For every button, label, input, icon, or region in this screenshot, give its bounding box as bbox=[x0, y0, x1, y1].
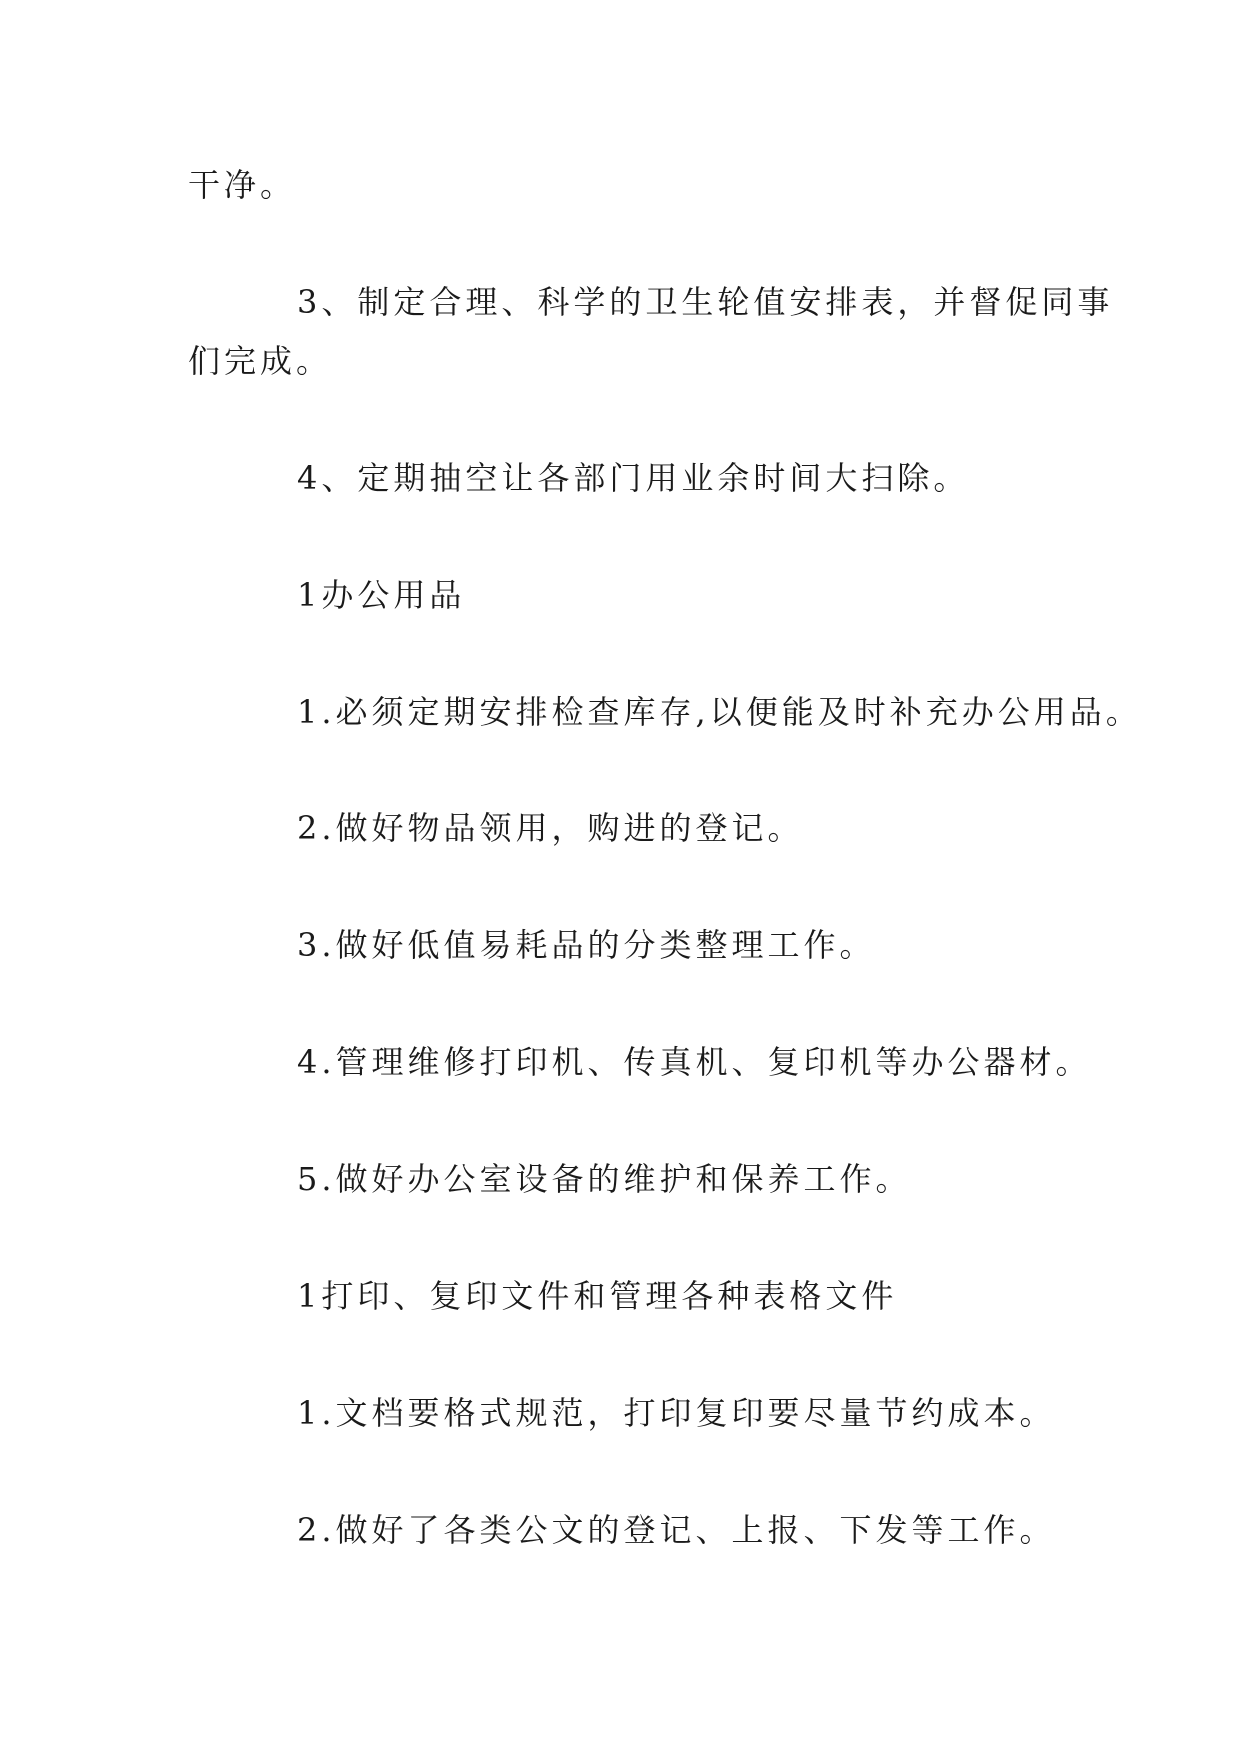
section-heading: 1打印、复印文件和管理各种表格文件 bbox=[297, 1277, 898, 1315]
section-heading: 1办公用品 bbox=[297, 576, 466, 614]
paragraph-line: 3、制定合理、科学的卫生轮值安排表，并督促同事 bbox=[297, 283, 1114, 321]
list-item: 2.做好物品领用，购进的登记。 bbox=[297, 809, 804, 847]
list-item: 2.做好了各类公文的登记、上报、下发等工作。 bbox=[297, 1511, 1056, 1549]
paragraph-line: 干净。 bbox=[188, 166, 297, 204]
list-item: 1.文档要格式规范，打印复印要尽量节约成本。 bbox=[297, 1394, 1056, 1432]
paragraph-line: 4、定期抽空让各部门用业余时间大扫除。 bbox=[297, 459, 970, 497]
list-item: 3.做好低值易耗品的分类整理工作。 bbox=[297, 926, 876, 964]
list-item: 4.管理维修打印机、传真机、复印机等办公器材。 bbox=[297, 1043, 1092, 1081]
list-item: 1.必须定期安排检查库存,以便能及时补充办公用品。 bbox=[297, 693, 1142, 731]
list-item: 5.做好办公室设备的维护和保养工作。 bbox=[297, 1160, 912, 1198]
paragraph-line: 们完成。 bbox=[188, 342, 333, 380]
